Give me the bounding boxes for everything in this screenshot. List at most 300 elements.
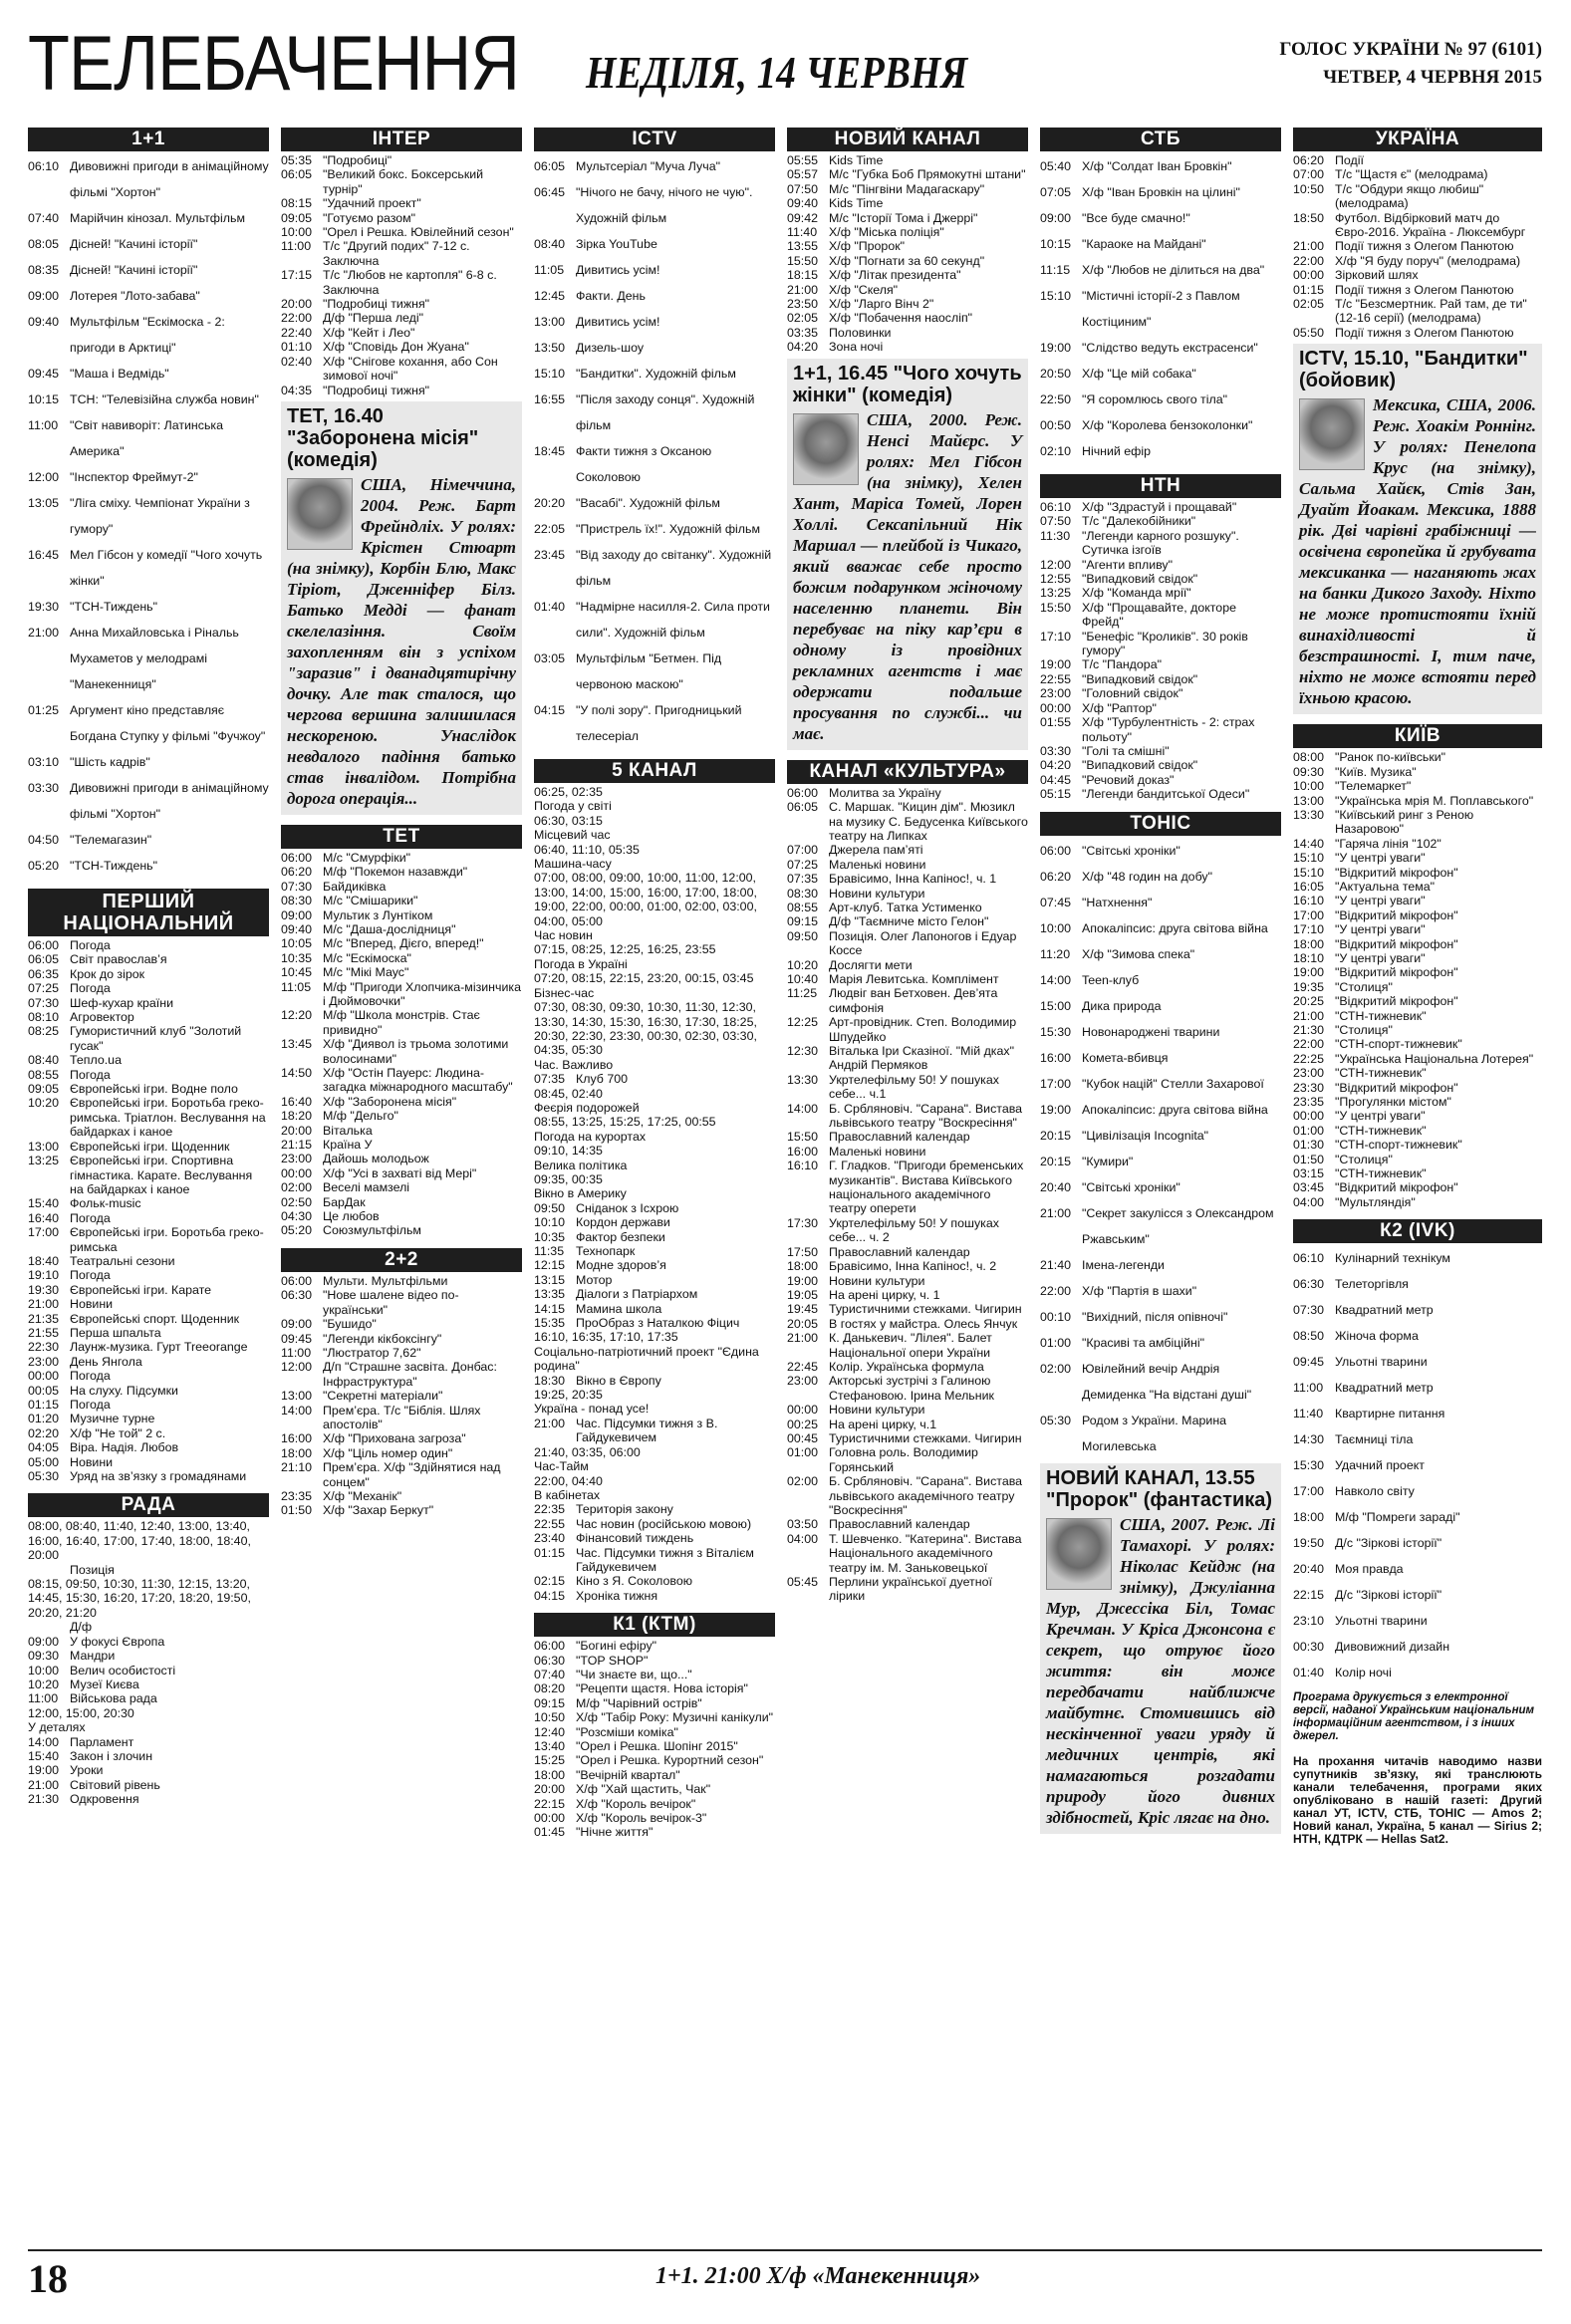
channel-inter: ІНТЕР [281,128,522,151]
show-time: 07:30 [1293,1303,1325,1318]
schedule-row [1293,851,1542,865]
show-title: Зона ночі [829,340,884,355]
show-title: Новини культури [829,886,925,901]
show-time: 13:00 [1293,793,1325,808]
schedule-row [28,542,269,594]
show-title: "Телемаркет" [1335,779,1412,794]
show-time: 07:30 [281,879,313,894]
show-time: 15:35 [534,1316,566,1331]
schedule-row [281,1404,522,1432]
show-time: 00:00 [1040,700,1072,715]
show-time: 08:15, 09:50, 10:30, 11:30, 12:15, 13:20, 14:45, 15:30, 16:20, 17:20, 18:20, 19:50, 20:20, 21:20 [28,1577,251,1620]
show-time: 13:30 [1293,807,1325,822]
show-time: 10:20 [28,1677,60,1691]
schedule-row [787,1418,1028,1431]
schedule-row [787,1360,1028,1374]
show-time: 15:40 [28,1748,60,1763]
schedule-row [281,340,522,354]
show-title: Погода на курортах [534,1129,647,1144]
schedule-row [1293,1556,1542,1582]
show-title: Г. Гладков. "Пригоди бременських музикантів". Вистава Київського національного академічного театру оперети [829,1159,1024,1216]
show-title: Європейські ігри. Боротьба греко-римська [70,1225,264,1254]
channel-1plus1: 1+1 [28,128,269,151]
schedule-row [28,981,269,995]
schedule-row [1040,941,1281,967]
schedule-row [28,464,269,490]
show-time: 02:20 [28,1425,60,1440]
show-title: Погода в Україні [534,956,628,971]
schedule-row [534,1710,775,1724]
show-title: "Світ навиворіт: Латинська Америка" [70,418,223,458]
show-title: Погода [70,981,111,996]
show-title: Х/ф "48 годин на добу" [1082,869,1212,884]
schedule-row [787,268,1028,282]
show-time: 18:00 [1293,1510,1325,1525]
show-title: Квадратний метр [1335,1381,1434,1396]
show-title: Фінансовий тиждень [576,1531,694,1546]
show-title: Новонароджені тварини [1082,1024,1220,1039]
show-title: Х/ф "Король вечірок" [576,1796,696,1811]
show-time: 03:30 [28,781,60,795]
show-title: Фольк-music [70,1196,141,1211]
show-title: "Відкритий мікрофон" [1335,936,1458,951]
show-time: 07:45 [1040,895,1072,909]
schedule-row [534,1115,775,1144]
show-time: 08:25 [28,1024,60,1039]
show-time: 16:10 [787,1159,819,1173]
show-time: 22:00, 04:40 [534,1473,603,1488]
schedule-row [28,967,269,981]
show-title: Арт-провідник. Степ. Володимир Шпудейко [829,1015,1017,1044]
schedule-row [1293,1153,1542,1166]
schedule-row [1040,1408,1281,1459]
schedule-row [1293,1245,1542,1271]
show-time: 22:50 [1040,392,1072,406]
show-title: Квартирне питання [1335,1407,1445,1421]
show-time: 00:25 [787,1417,819,1431]
recommendation-box [787,359,1028,750]
show-title: Х/ф "Сповідь Дон Жуана" [323,340,469,355]
show-title: Фактор безпеки [576,1229,665,1244]
schedule-row [281,1317,522,1331]
show-time: 01:15 [28,1398,60,1412]
show-time: 22:15 [534,1796,566,1811]
show-time: 11:30 [1040,528,1071,543]
show-time: 00:45 [787,1430,819,1445]
schedule-row [534,179,775,231]
schedule-row [28,309,269,361]
show-title: М/ф "Школа монстрів. Стає привидно" [323,1008,480,1037]
show-title: Акторські зустрічі з Галиною Стефановою. Ірина Мельник [829,1374,994,1403]
schedule-row [1040,967,1281,993]
schedule-row [787,182,1028,196]
show-time: 06:30, 03:15 [534,813,603,828]
show-time: 10:10 [534,1215,566,1230]
schedule-row [534,1201,775,1215]
schedule-row [534,1639,775,1653]
show-title: Х/ф "Кейт і Лео" [323,325,415,340]
show-time: 06:35 [28,966,60,981]
schedule-row [534,1768,775,1782]
show-title: Д/п "Страшне засвіта. Донбас: Інфраструктура" [323,1360,497,1389]
show-time: 04:45 [1040,772,1072,787]
show-title: Арт-клуб. Татка Устименко [829,900,982,914]
show-title: Х/ф "Остін Пауерс: Людина-загадка міжнародного масштабу" [323,1066,513,1095]
schedule-row [534,1531,775,1545]
schedule-row [1293,951,1542,965]
show-time: 01:20 [28,1412,60,1426]
show-time [28,1563,70,1577]
show-title: Новини культури [829,1403,925,1418]
schedule-row [1293,297,1542,326]
show-title: "Гаряча лінія "102" [1335,836,1441,851]
show-time: 07:50 [1040,514,1072,529]
show-time: 18:20 [281,1109,313,1124]
schedule-row [28,1355,269,1369]
show-time: 23:45 [534,548,566,562]
schedule-row [281,894,522,907]
show-time: 21:10 [281,1460,313,1475]
show-title: Зірка YouTube [576,237,657,251]
show-title: Укртелефільму 50! У пошуках себе... ч.1 [829,1072,999,1102]
show-time: 17:00 [28,1225,60,1240]
show-time: 10:00 [281,225,313,240]
schedule-row [281,1008,522,1037]
show-title: Технопарк [576,1244,636,1258]
show-time: 01:50 [281,1503,313,1518]
show-title: Велич особистості [70,1663,176,1678]
schedule-row [787,843,1028,857]
schedule-row [1293,1023,1542,1037]
schedule-row [787,1474,1028,1517]
show-title: Велика політика [534,1158,628,1172]
show-title: "Від заходу до світанку". Художній фільм [576,548,772,588]
recommendation-text: Мексика, США, 2006. Реж. Хоакім Роннінг. У ролях: Пенелопа Крус (на знімку), Сальма Хайєк, Стів Зан, Дуайт Йоакам. Мексика, 1888 рік. Дві чарівні грабіжниці — освічена європейка й грубувата мексиканка — наганяють жах на банки Дикого Заходу. Ніхто не може протистояти їхній винахідливості й безстрашності. І, тим паче, ніхто не може встояти перед їхньою красою. [1299,395,1536,708]
show-title: "У полі зору". Пригодницький телесеріал [576,703,742,743]
schedule-row [1293,1195,1542,1209]
show-time: 06:20 [1293,153,1325,167]
show-time: 11:05 [281,979,312,994]
show-time: 09:00 [281,1317,313,1332]
schedule-row [1293,1138,1542,1152]
schedule-row [281,1037,522,1066]
schedule-row [534,1546,775,1575]
show-time: 18:10 [1293,950,1325,965]
show-time: 05:00 [28,1454,60,1469]
show-title: Х/ф "Солдат Іван Бровкін" [1082,159,1232,173]
show-time: 20:40 [1293,1562,1325,1577]
show-time: 06:00 [281,850,313,865]
show-time: 15:30 [1040,1024,1072,1039]
show-title: Апокаліпсис: друга світова війна [1082,1102,1268,1117]
show-title: Мотор [576,1272,613,1287]
show-title: Лотерея "Лото-забава" [70,289,200,303]
show-time: 15:10 [1293,865,1325,880]
schedule-row [281,1109,522,1123]
show-time: 04:20 [787,340,819,355]
schedule-row [281,1209,522,1223]
show-title: Дивовижний дизайн [1335,1640,1450,1655]
show-time: 02:10 [1040,444,1072,458]
show-title: Дивовижні пригоди в анімаційному фільмі "Хортон" [70,781,269,821]
schedule-row [534,490,775,516]
show-time: 13:25 [28,1154,60,1168]
show-title: На арені цирку, ч.1 [829,1417,937,1431]
show-title: Таємниці тіла [1335,1432,1414,1447]
show-title: "Столиця" [1335,979,1393,994]
show-title: "Надмірне насилля-2. Сила проти сили". Художній фільм [576,600,770,640]
schedule-row [534,1172,775,1201]
column-4 [787,128,1028,1604]
schedule-row [534,1374,775,1388]
show-title: Туристичними стежками. Чигирин [829,1302,1022,1317]
show-title: "Відкритий мікрофон" [1335,1180,1458,1195]
show-title: Х/ф "Королева бензоколонки" [1082,418,1253,432]
show-time: 11:25 [787,986,818,1001]
show-time: 08:45, 02:40 [534,1086,603,1101]
show-title: Телеторгівля [1335,1277,1409,1292]
show-time: 18:00 [787,1259,819,1274]
show-title: Ульотні тварини [1335,1614,1428,1629]
schedule-row [1040,773,1281,787]
show-time: 09:50 [787,928,819,943]
show-time: 03:30 [1040,743,1072,758]
show-title: Україна - понад усе! [534,1402,650,1417]
show-title: Д/с "Зіркові історії" [1335,1536,1442,1551]
show-title: Хроніка тижня [576,1588,658,1603]
show-time: 23:00 [1293,1066,1325,1081]
show-title: Союзмультфільм [323,1223,421,1238]
schedule-row [787,800,1028,843]
schedule-row [534,1811,775,1825]
show-title: Православний календар [829,1517,970,1532]
show-time: 08:35 [28,263,60,277]
show-title: Kids Time [829,196,884,211]
show-title: Х/ф "Команда мрії" [1082,586,1191,601]
show-time: 09:40 [281,921,313,936]
show-time: 01:25 [28,703,60,717]
show-title: Ювілейний вечір Андрія Демиденка "На відстані душі" [1082,1361,1252,1402]
schedule-row [1040,412,1281,438]
show-time: 11:35 [534,1244,565,1258]
show-time: 17:00 [1040,1076,1072,1091]
show-time: 12:25 [787,1015,819,1030]
show-title: Людвіг ван Бетховен. Дев’ята симфонія [829,986,998,1015]
show-time: 15:50 [787,253,819,268]
show-title: Мультфільм "Бетмен. Під червоною маскою" [576,651,722,691]
show-time: 22:00 [1040,1283,1072,1298]
show-time: 00:00 [28,1369,60,1384]
schedule-row [28,1225,269,1254]
show-time: 06:30 [534,1653,566,1668]
show-title: У фокусі Європа [70,1634,165,1649]
schedule-row [787,1445,1028,1474]
show-title: Вікно в Америку [534,1186,627,1201]
schedule-row [1040,1174,1281,1200]
schedule-row [1040,744,1281,758]
schedule-row [1293,1009,1542,1023]
schedule-row [787,887,1028,901]
schedule-row [787,1403,1028,1417]
show-title: "Орел і Решка. Шопінг 2015" [576,1739,738,1753]
show-time: 08:30 [281,894,313,908]
show-time: 14:40 [1293,836,1325,851]
schedule-row [534,1302,775,1316]
show-time: 15:10 [1293,851,1325,866]
schedule-row [1040,387,1281,412]
schedule [281,151,522,397]
schedule-row [534,283,775,309]
schedule-row [1293,1037,1542,1051]
schedule-row [1040,179,1281,205]
show-title: "Випадковий свідок" [1082,572,1198,587]
show-title: "Удачний проект" [323,196,421,211]
show-title: "Орел і Решка. Курортний сезон" [576,1753,764,1768]
show-time: 20:40 [1040,1179,1072,1194]
show-time: 11:00 [28,1691,59,1706]
show-title: "Васабі". Художній фільм [576,496,720,510]
show-time: 23:00 [1040,686,1072,701]
show-title: Дивитись усім! [576,263,660,277]
schedule-row [534,871,775,942]
show-time: 11:00 [28,418,59,432]
show-time: 19:00 [787,1273,819,1288]
schedule-row [787,901,1028,914]
show-time: 16:00 [787,1144,819,1159]
schedule-row [28,1455,269,1469]
schedule-row [787,858,1028,872]
show-title: Х/ф "Ціль номер один" [323,1445,453,1460]
schedule-row [28,1154,269,1196]
show-title: "Відкритий мікрофон" [1335,907,1458,922]
show-time: 01:40 [534,600,566,614]
schedule-row [534,335,775,361]
schedule-row [787,929,1028,958]
show-time: 05:55 [787,153,819,167]
schedule-row [281,1360,522,1389]
schedule-row [534,1316,775,1330]
show-title: Навколо світу [1335,1484,1415,1499]
schedule-row [281,239,522,268]
schedule-row [1040,1252,1281,1278]
show-title: "Шість кадрів" [70,755,150,769]
show-time: 01:30 [1293,1138,1325,1153]
recommendation-title: ТЕТ, 16.40 "Заборонена місія" (комедія) [287,404,479,471]
show-title: "Пристрель їх!". Художній фільм [576,522,761,536]
show-time: 19:00 [1040,341,1072,355]
show-time: 01:15 [1293,282,1325,297]
schedule-row [1293,837,1542,851]
schedule-row [1293,1478,1542,1504]
schedule-row [28,749,269,775]
show-time: 12:20 [281,1008,313,1023]
show-time: 10:15 [1040,237,1072,251]
show-time: 07:15, 08:25, 12:25, 16:25, 23:55 [534,942,716,957]
show-title: "Секретні матеріали" [323,1389,443,1404]
show-title: Перша шпальта [70,1325,161,1340]
schedule-row [28,1635,269,1649]
show-time: 03:10 [28,755,60,769]
show-time: 13:35 [534,1287,566,1302]
schedule-row [281,1288,522,1317]
show-time: 23:30 [1293,1080,1325,1095]
schedule-row [281,1195,522,1209]
channel-tet: ТЕТ [281,825,522,849]
schedule-row [28,996,269,1010]
show-time: 22:45 [787,1359,819,1374]
channel-k1: К1 (КТМ) [534,1613,775,1637]
schedule-row [28,1384,269,1398]
show-title: Байдиківка [323,879,387,894]
paper-date: ЧЕТВЕР, 4 ЧЕРВНЯ 2015 [1323,67,1542,88]
schedule-row [28,1010,269,1024]
show-time: 07:30, 08:30, 09:30, 10:30, 11:30, 12:30, 13:30, 14:30, 15:30, 16:30, 17:30, 18:25, 20:30, 22:30, 23:30, 00:30, 02:30, 03:30, 04:35, 05:30 [534,1000,757,1058]
show-time: 10:40 [787,971,819,986]
show-time: 18:00 [1293,936,1325,951]
schedule-row [787,225,1028,239]
show-time: 09:30 [28,1649,60,1664]
show-title: Х/ф "Захар Беркут" [323,1503,434,1518]
show-time: 05:45 [787,1575,819,1590]
schedule-row [281,1152,522,1165]
schedule-row [1040,205,1281,231]
schedule-row [1293,268,1542,282]
schedule-row [28,620,269,697]
schedule-row [28,1664,269,1678]
show-title: Віталька [323,1123,373,1138]
show-title: "Легенди карного розшуку". Сутичка ізгоїв [1082,528,1239,558]
show-title: Х/ф "Пророк" [829,239,906,254]
show-time: 08:40 [28,1053,60,1068]
schedule-row [281,1332,522,1346]
show-time: 15:40 [28,1196,60,1211]
show-title: Погода [70,1369,111,1384]
schedule-row [1293,1124,1542,1138]
schedule-row [1293,1323,1542,1349]
schedule [281,849,522,1238]
show-title: Агровектор [70,1010,134,1025]
show-time: 08:15 [281,196,313,211]
show-title: "Люстратор 7,62" [323,1345,421,1360]
show-title: "Бандитки". Художній фільм [576,367,736,381]
show-time: 06:10 [28,159,60,173]
show-title: М/с "Губка Боб Прямокутні штани" [829,167,1026,182]
show-time: 12:40 [534,1724,566,1739]
show-time: 12:00 [1040,557,1072,572]
schedule-row [787,1145,1028,1159]
show-title: Кулінарний технікум [1335,1251,1450,1266]
show-title: Мандри [70,1649,116,1664]
show-time: 20:20 [534,496,566,510]
show-title: С. Маршак. "Кицин дім". Мюзикл на музику С. Бедусенка Київського театру на Липках [829,800,1028,843]
show-title: "Київський ринг з Реною Назаровою" [1335,807,1474,837]
show-title: Діалоги з Патріархом [576,1287,698,1302]
schedule-row [281,297,522,311]
show-time: 06:30 [281,1288,313,1303]
show-title: Колір. Українська формула [829,1359,984,1374]
schedule-row [1293,880,1542,894]
schedule-row [28,853,269,879]
schedule-row [534,1725,775,1739]
schedule-row [281,1180,522,1194]
show-time: 06:00 [534,1639,566,1654]
show-time: 20:00 [281,1123,313,1138]
show-title: Комета-вбивця [1082,1050,1169,1065]
show-title: "Ранок по-київськи" [1335,750,1446,765]
show-time: 02:05 [1293,297,1325,312]
show-time: 12:15 [534,1258,566,1273]
show-time: 20:00 [534,1782,566,1797]
